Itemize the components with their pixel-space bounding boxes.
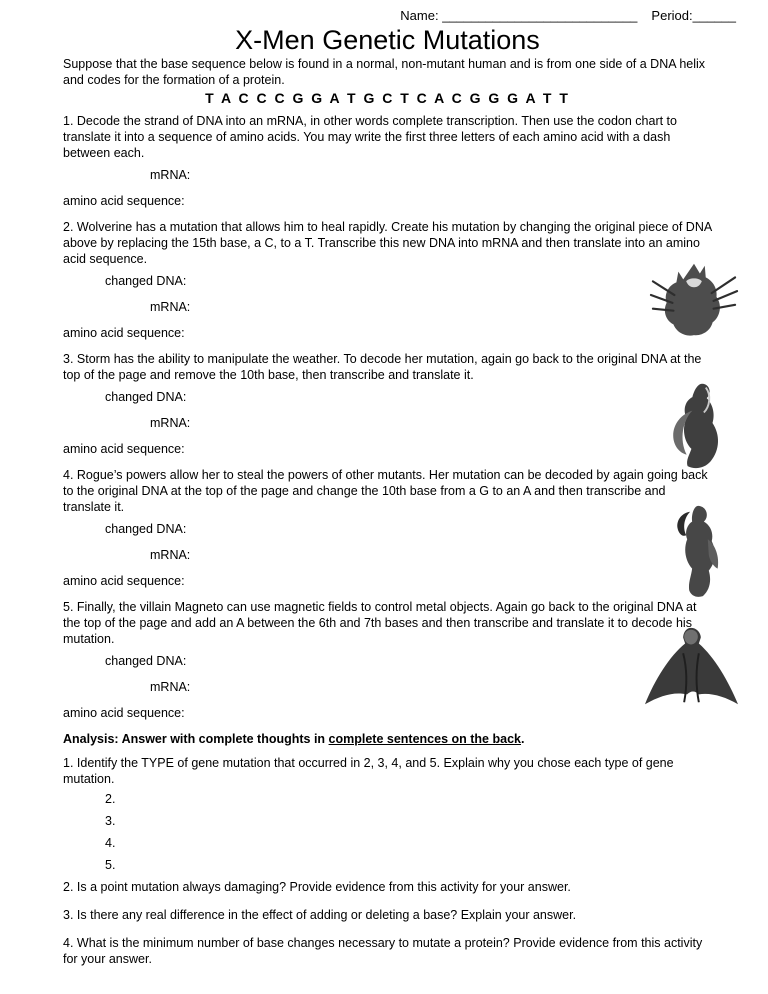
wolverine-icon xyxy=(648,252,740,342)
analysis-heading xyxy=(63,731,712,747)
storm-icon xyxy=(662,378,740,470)
question-2-changed-dna-label: changed DNA: xyxy=(105,274,187,288)
question-1-amino-label: amino acid sequence: xyxy=(63,194,185,208)
question-3 xyxy=(63,351,712,457)
analysis-sub-5: 5. xyxy=(105,858,116,872)
question-1 xyxy=(63,113,712,209)
dna-sequence: T A C C C G G A T G C T C A C G G G A T T xyxy=(205,90,570,106)
question-2-amino-label: amino acid sequence: xyxy=(63,326,185,340)
analysis-question-2: 2. Is a point mutation always damaging? Provide evidence from this activity for your answer. xyxy=(63,880,571,894)
intro-paragraph: Suppose that the base sequence below is found in a normal, non-mutant human and is from one side of a DNA helix and codes for the formation of a protein. xyxy=(63,57,706,87)
analysis-sub-3: 3. xyxy=(105,814,116,828)
rogue-illustration xyxy=(656,500,740,600)
magneto-icon xyxy=(636,620,746,714)
magneto-illustration xyxy=(636,620,746,714)
analysis-question-1: 1. Identify the TYPE of gene mutation that occurred in 2, 3, 4, and 5. Explain why you chose each type of gene mutation. xyxy=(63,756,674,786)
page-title: X-Men Genetic Mutations xyxy=(235,25,540,55)
analysis-sub-2: 2. xyxy=(105,792,116,806)
question-4-amino-label: amino acid sequence: xyxy=(63,574,185,588)
question-4-mrna-label: mRNA: xyxy=(150,548,191,562)
question-4-text: 4. Rogue’s powers allow her to steal the powers of other mutants. Her mutation can be decoded by again going back to the original DNA at the top of the page and change the 10th base from a G to an A and then transcribe and translate it. xyxy=(63,468,708,514)
wolverine-illustration xyxy=(648,252,740,342)
analysis-heading-prefix: Analysis: Answer with complete thoughts in xyxy=(63,732,329,746)
question-2-mrna-label: mRNA: xyxy=(150,300,191,314)
period-label: Period:______ xyxy=(651,8,736,23)
analysis-sub-4: 4. xyxy=(105,836,116,850)
question-1-text: 1. Decode the strand of DNA into an mRNA, in other words complete transcription. Then use the codon chart to translate it into a sequence of amino acids. You may write the first three letters of each amino acid with a dash between each. xyxy=(63,114,677,160)
analysis-heading-suffix: . xyxy=(520,732,525,746)
question-4 xyxy=(63,467,712,589)
question-3-text: 3. Storm has the ability to manipulate the weather. To decode her mutation, again go back to the original DNA at the top of the page and remove the 10th base, then transcribe and translate it. xyxy=(63,352,702,382)
analysis-question-3: 3. Is there any real difference in the effect of adding or deleting a base? Explain your answer. xyxy=(63,908,577,922)
analysis-heading-underlined: complete sentences on the back xyxy=(328,732,521,746)
question-2 xyxy=(63,219,712,341)
question-4-changed-dna-label: changed DNA: xyxy=(105,522,187,536)
question-2-text: 2. Wolverine has a mutation that allows him to heal rapidly. Create his mutation by changing the original piece of DNA above by replacing the 15th base, a C, to a T. Transcribe this new DNA into mRNA and then translate into an amino acid sequence. xyxy=(63,220,712,266)
question-5-amino-label: amino acid sequence: xyxy=(63,706,185,720)
question-5 xyxy=(63,599,712,721)
storm-illustration xyxy=(662,378,740,470)
question-3-amino-label: amino acid sequence: xyxy=(63,442,185,456)
rogue-icon xyxy=(656,500,740,600)
analysis-question-4: 4. What is the minimum number of base changes necessary to mutate a protein? Provide evidence from this activity for your answer. xyxy=(63,936,703,966)
question-5-text: 5. Finally, the villain Magneto can use magnetic fields to control metal objects. Again go back to the original DNA at the top of the page and add an A between the 6th and 7th bases and then transcribe and translate it to decode his mutation. xyxy=(63,600,697,646)
name-period-line xyxy=(63,8,736,24)
question-1-mrna-label: mRNA: xyxy=(150,168,191,182)
question-3-changed-dna-label: changed DNA: xyxy=(105,390,187,404)
question-5-mrna-label: mRNA: xyxy=(150,680,191,694)
question-3-mrna-label: mRNA: xyxy=(150,416,191,430)
name-label: Name: ___________________________ xyxy=(400,8,638,23)
question-5-changed-dna-label: changed DNA: xyxy=(105,654,187,668)
